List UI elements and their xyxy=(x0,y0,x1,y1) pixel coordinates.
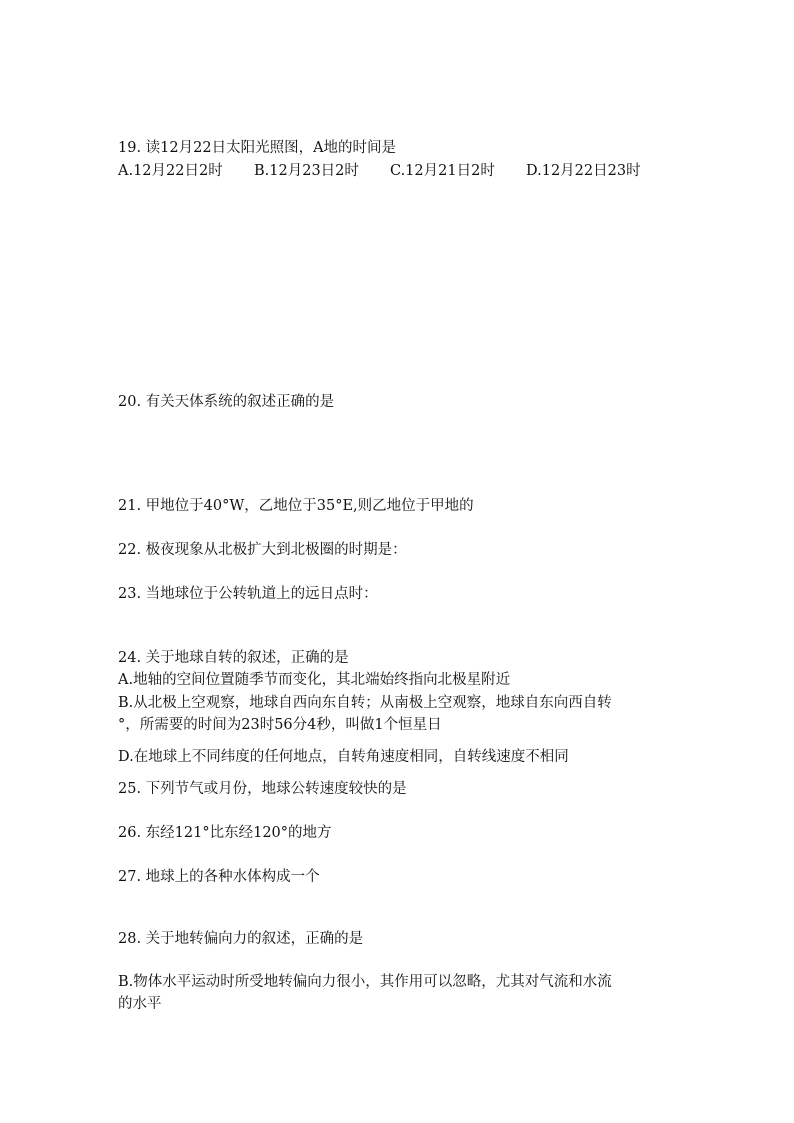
question-28-stem: 28. 关于地转偏向力的叙述，正确的是 xyxy=(118,931,364,947)
question-24-option-a: A.地轴的空间位置随季节而变化，其北端始终指向北极星附近 xyxy=(118,672,511,688)
question-28-option-b-line1: B.物体水平运动时所受地转偏向力很小，其作用可以忽略，尤其对气流和水流 xyxy=(118,974,612,990)
question-21-stem: 21. 甲地位于40°W，乙地位于35°E,则乙地位于甲地的 xyxy=(118,498,474,514)
question-19-options xyxy=(118,161,641,181)
question-20-stem: 20. 有关天体系统的叙述正确的是 xyxy=(118,394,335,410)
question-27-stem: 27. 地球上的各种水体构成一个 xyxy=(118,869,320,885)
question-24-option-d: D.在地球上不同纬度的任何地点，自转角速度相同，自转线速度不相同 xyxy=(118,749,569,765)
option-c: C.12月21日2时 xyxy=(390,163,495,179)
question-26-stem: 26. 东经121°比东经120°的地方 xyxy=(118,825,332,841)
question-24-stem: 24. 关于地球自转的叙述，正确的是 xyxy=(118,650,349,666)
option-a: A.12月22日2时 xyxy=(118,163,223,179)
question-24-option-b-line1: B.从北极上空观察，地球自西向东自转；从南极上空观察，地球自东向西自转 xyxy=(118,695,612,711)
question-22-stem: 22. 极夜现象从北极扩大到北极圈的时期是： xyxy=(118,542,407,558)
question-24-option-b-line2: °，所需要的时间为23时56分4秒，叫做1个恒星日 xyxy=(118,717,442,733)
option-d: D.12月22日23时 xyxy=(526,163,641,179)
question-23-stem: 23. 当地球位于公转轨道上的远日点时： xyxy=(118,586,378,602)
question-28-option-b-line2: 的水平 xyxy=(118,996,162,1012)
option-b: B.12月23日2时 xyxy=(254,163,359,179)
question-19-stem: 19. 读12月22日太阳光照图，A地的时间是 xyxy=(118,140,397,156)
question-25-stem: 25. 下列节气或月份，地球公转速度较快的是 xyxy=(118,781,407,797)
